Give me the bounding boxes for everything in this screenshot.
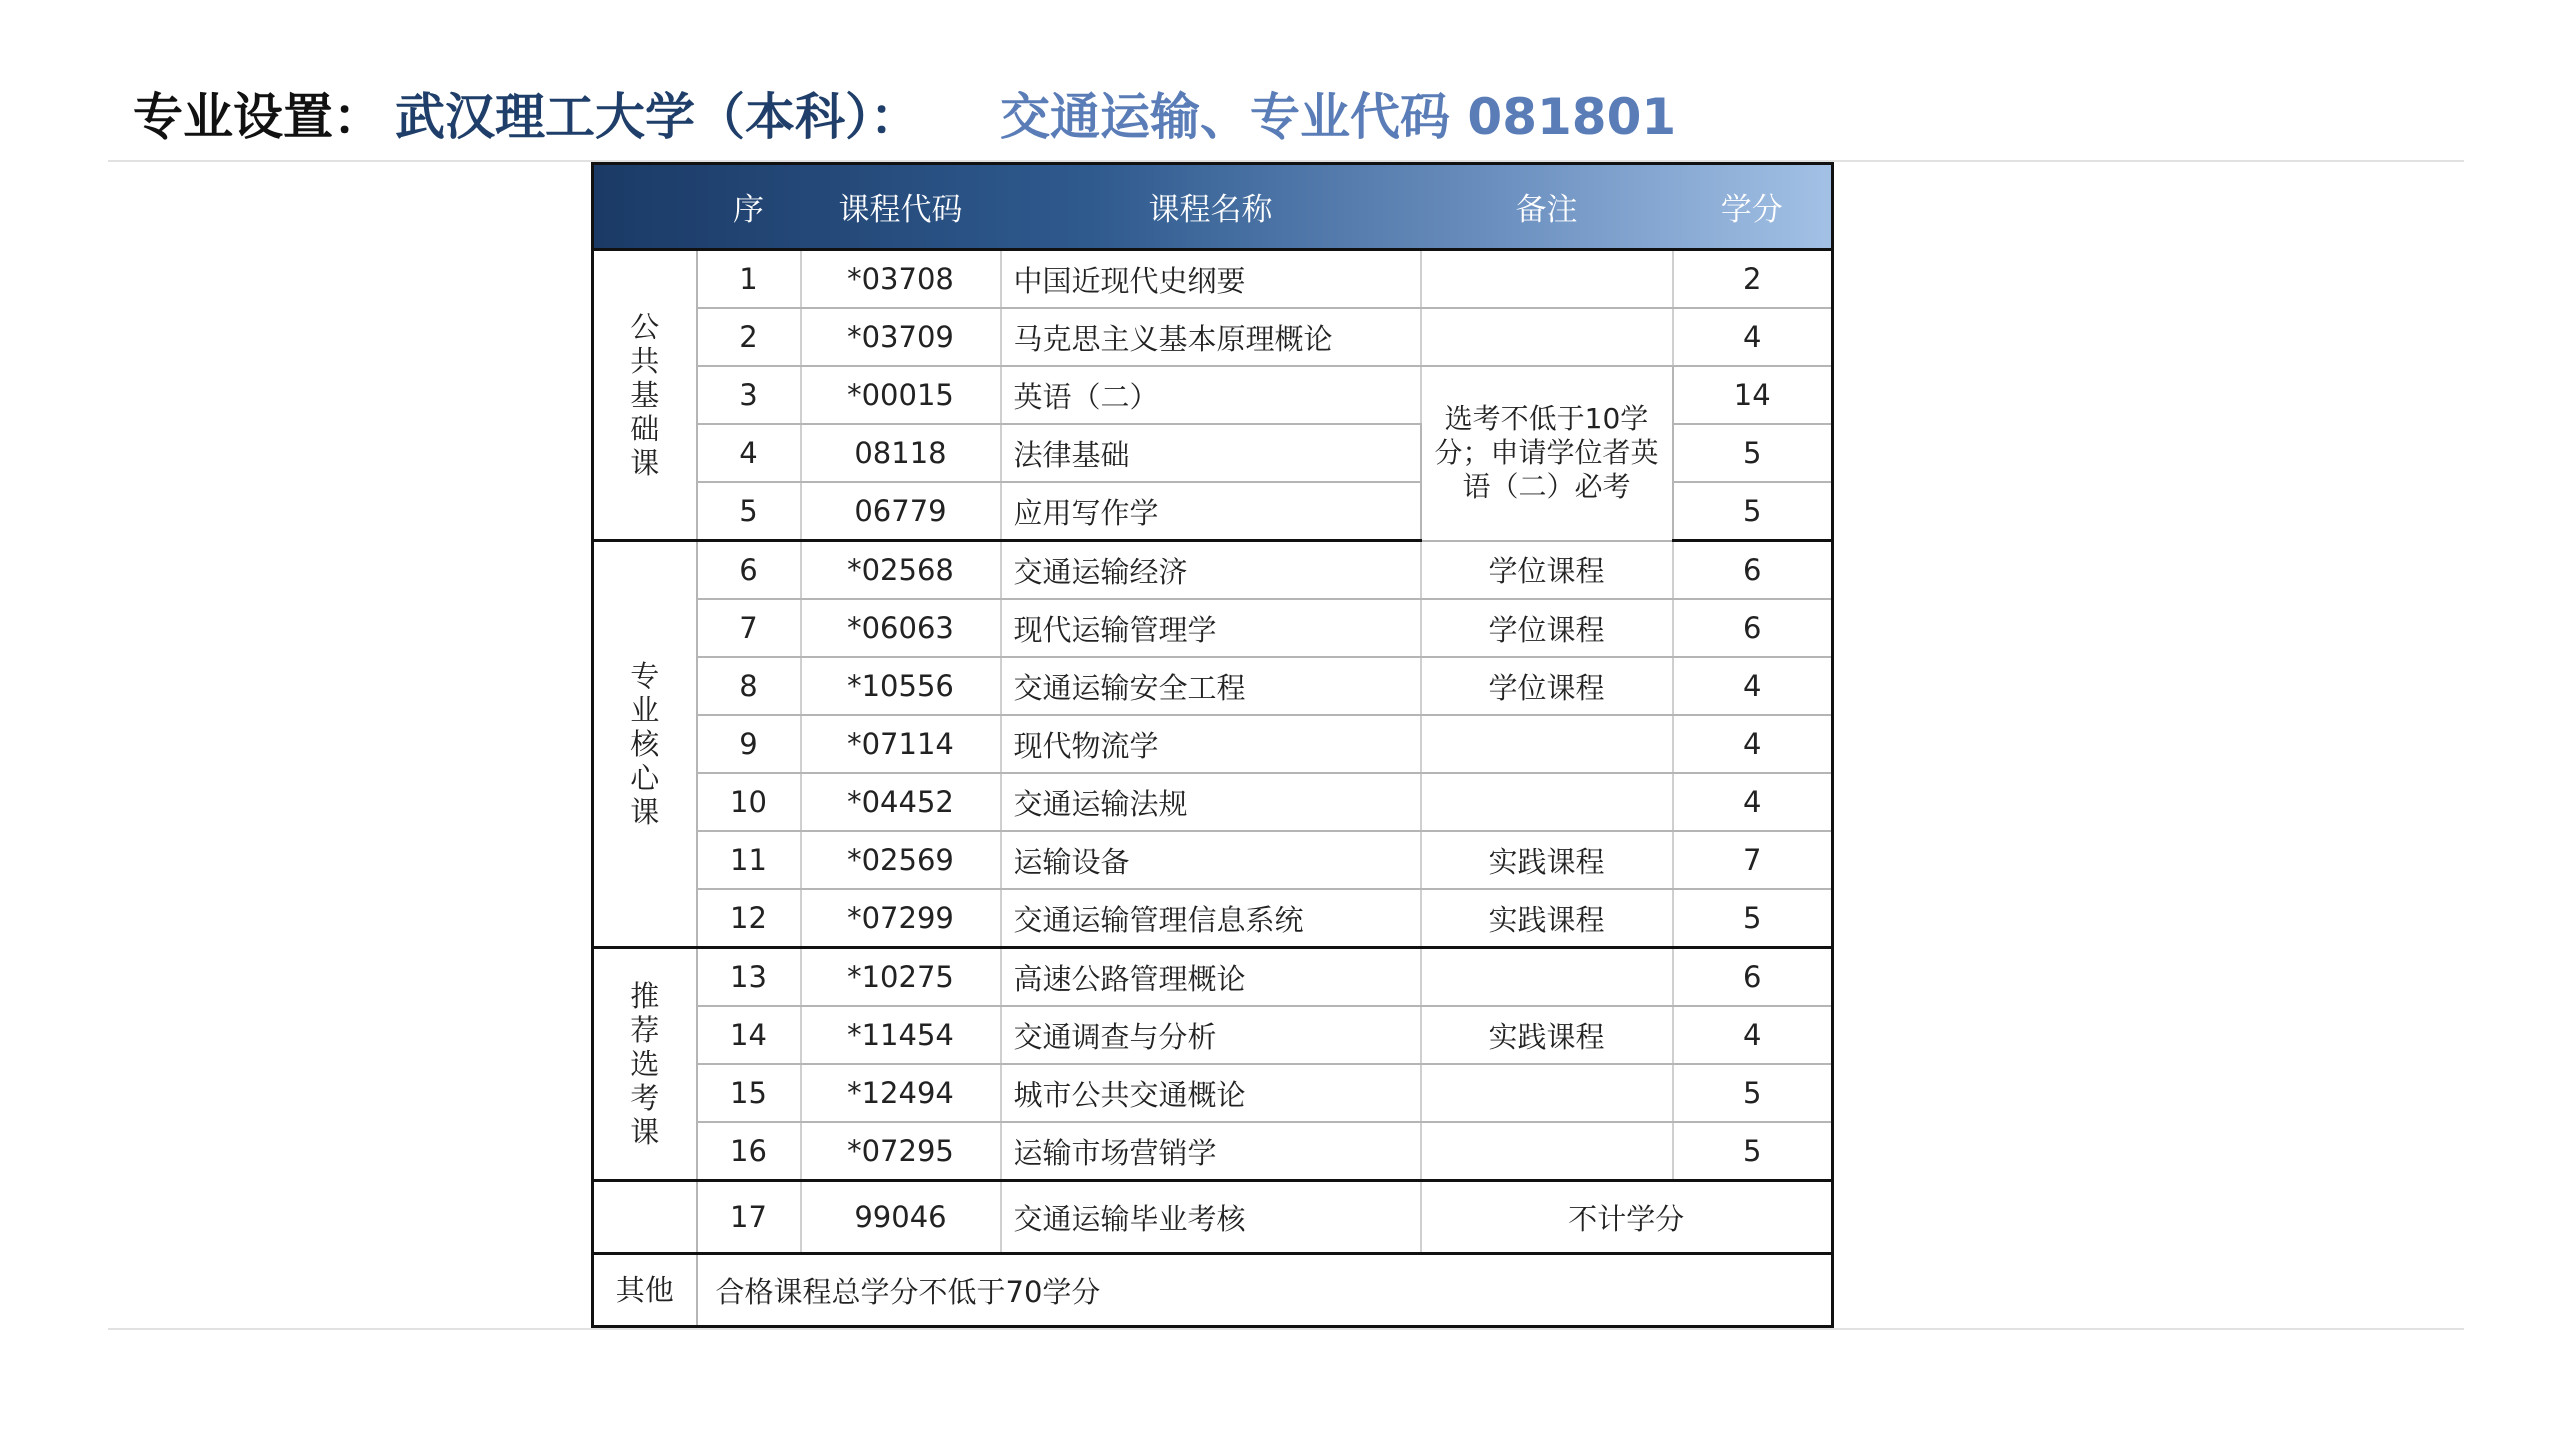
cell-code: *07299 (801, 889, 1001, 948)
group-name: 专业核心课 (630, 659, 660, 829)
cell-course-name: 现代运输管理学 (1001, 599, 1421, 657)
cell-code: *03708 (801, 250, 1001, 309)
cell-course-name: 马克思主义基本原理概论 (1001, 308, 1421, 366)
cell-remark: 实践课程 (1421, 1006, 1673, 1064)
cell-course-name: 交通运输经济 (1001, 541, 1421, 600)
table-row (593, 948, 1833, 1007)
cell-no: 5 (697, 482, 801, 541)
cell-credit: 4 (1673, 308, 1833, 366)
header-group-blank (593, 164, 697, 250)
group-label (593, 541, 697, 948)
table-row (593, 541, 1833, 600)
table-row (593, 831, 1833, 889)
cell-course-name: 城市公共交通概论 (1001, 1064, 1421, 1122)
cell-course-name: 交通运输安全工程 (1001, 657, 1421, 715)
cell-remark: 实践课程 (1421, 831, 1673, 889)
cell-course-name: 法律基础 (1001, 424, 1421, 482)
table-row (593, 366, 1833, 424)
cell-no: 1 (697, 250, 801, 309)
cell-no: 15 (697, 1064, 801, 1122)
cell-no: 4 (697, 424, 801, 482)
cell-remark: 学位课程 (1421, 657, 1673, 715)
group-name: 公共基础课 (630, 310, 660, 480)
course-table (591, 162, 1834, 1328)
cell-no: 7 (697, 599, 801, 657)
cell-remark (1421, 1064, 1673, 1122)
cell-credit: 4 (1673, 773, 1833, 831)
cell-code: *03709 (801, 308, 1001, 366)
cell-code: *10275 (801, 948, 1001, 1007)
page-title (133, 82, 1676, 152)
table-header-row (593, 164, 1833, 250)
cell-credit: 5 (1673, 424, 1833, 482)
header-code: 课程代码 (838, 192, 963, 228)
cell-no: 2 (697, 308, 801, 366)
header-remark: 备注 (1515, 192, 1578, 228)
cell-code: 99046 (801, 1181, 1001, 1254)
cell-credit: 5 (1673, 482, 1833, 541)
cell-no: 11 (697, 831, 801, 889)
header-name: 课程名称 (1148, 192, 1273, 228)
cell-credit: 4 (1673, 1006, 1833, 1064)
group-name: 推荐选考课 (630, 979, 660, 1149)
cell-course-name: 英语（二） (1001, 366, 1421, 424)
table-row (593, 773, 1833, 831)
table-row (593, 1006, 1833, 1064)
cell-course-name: 运输市场营销学 (1001, 1122, 1421, 1181)
cell-course-name: 交通运输毕业考核 (1001, 1181, 1421, 1254)
cell-remark (1421, 308, 1673, 366)
cell-code: *00015 (801, 366, 1001, 424)
cell-credit: 14 (1673, 366, 1833, 424)
cell-no: 9 (697, 715, 801, 773)
cell-remark (1421, 948, 1673, 1007)
title-prefix: 专业设置： (133, 88, 383, 146)
table-row (593, 308, 1833, 366)
table-row-final (593, 1181, 1833, 1254)
cell-no: 8 (697, 657, 801, 715)
cell-no: 3 (697, 366, 801, 424)
cell-course-name: 现代物流学 (1001, 715, 1421, 773)
cell-code: *04452 (801, 773, 1001, 831)
table-row (593, 657, 1833, 715)
cell-course-name: 中国近现代史纲要 (1001, 250, 1421, 309)
cell-no: 13 (697, 948, 801, 1007)
cell-code: *12494 (801, 1064, 1001, 1122)
table-row (593, 1122, 1833, 1181)
cell-no: 6 (697, 541, 801, 600)
cell-remark (1421, 250, 1673, 309)
header-credit: 学分 (1720, 192, 1783, 228)
cell-no: 14 (697, 1006, 801, 1064)
cell-code: *11454 (801, 1006, 1001, 1064)
cell-course-name: 交通调查与分析 (1001, 1006, 1421, 1064)
cell-no: 17 (697, 1181, 801, 1254)
header-no: 序 (733, 192, 764, 228)
cell-credit: 4 (1673, 715, 1833, 773)
table-row (593, 889, 1833, 948)
cell-remark (1421, 773, 1673, 831)
table-row (593, 1064, 1833, 1122)
title-major: 交通运输、专业代码 081801 (1000, 88, 1677, 146)
cell-credit: 6 (1673, 599, 1833, 657)
other-text: 合格课程总学分不低于70学分 (697, 1254, 1833, 1327)
cell-credit: 6 (1673, 948, 1833, 1007)
table-row (593, 250, 1833, 309)
table-row (593, 715, 1833, 773)
cell-code: *07295 (801, 1122, 1001, 1181)
cell-no: 16 (697, 1122, 801, 1181)
cell-credit: 7 (1673, 831, 1833, 889)
cell-credit: 6 (1673, 541, 1833, 600)
cell-credit: 4 (1673, 657, 1833, 715)
cell-credit-note: 不计学分 (1421, 1181, 1833, 1254)
cell-remark (1421, 1122, 1673, 1181)
table-row (593, 599, 1833, 657)
cell-code: *06063 (801, 599, 1001, 657)
table-row-other (593, 1254, 1833, 1327)
cell-credit: 5 (1673, 1122, 1833, 1181)
cell-remark-merged: 选考不低于10学分；申请学位者英语（二）必考 (1421, 366, 1673, 541)
cell-code: *02569 (801, 831, 1001, 889)
title-school: 武汉理工大学（本科）： (395, 88, 920, 146)
cell-remark: 学位课程 (1421, 599, 1673, 657)
cell-code: *07114 (801, 715, 1001, 773)
cell-no: 12 (697, 889, 801, 948)
bottom-divider (108, 1328, 2464, 1330)
cell-course-name: 应用写作学 (1001, 482, 1421, 541)
group-label (593, 948, 697, 1181)
cell-remark: 实践课程 (1421, 889, 1673, 948)
cell-credit: 2 (1673, 250, 1833, 309)
cell-code: 06779 (801, 482, 1001, 541)
cell-code: *02568 (801, 541, 1001, 600)
cell-code: 08118 (801, 424, 1001, 482)
cell-no: 10 (697, 773, 801, 831)
cell-course-name: 交通运输管理信息系统 (1001, 889, 1421, 948)
cell-course-name: 高速公路管理概论 (1001, 948, 1421, 1007)
cell-course-name: 运输设备 (1001, 831, 1421, 889)
group-label-empty (593, 1181, 697, 1254)
group-label (593, 250, 697, 541)
table-body (593, 250, 1833, 1327)
cell-remark (1421, 715, 1673, 773)
cell-course-name: 交通运输法规 (1001, 773, 1421, 831)
cell-code: *10556 (801, 657, 1001, 715)
cell-remark: 学位课程 (1421, 541, 1673, 600)
other-label: 其他 (593, 1254, 697, 1327)
cell-credit: 5 (1673, 889, 1833, 948)
cell-credit: 5 (1673, 1064, 1833, 1122)
